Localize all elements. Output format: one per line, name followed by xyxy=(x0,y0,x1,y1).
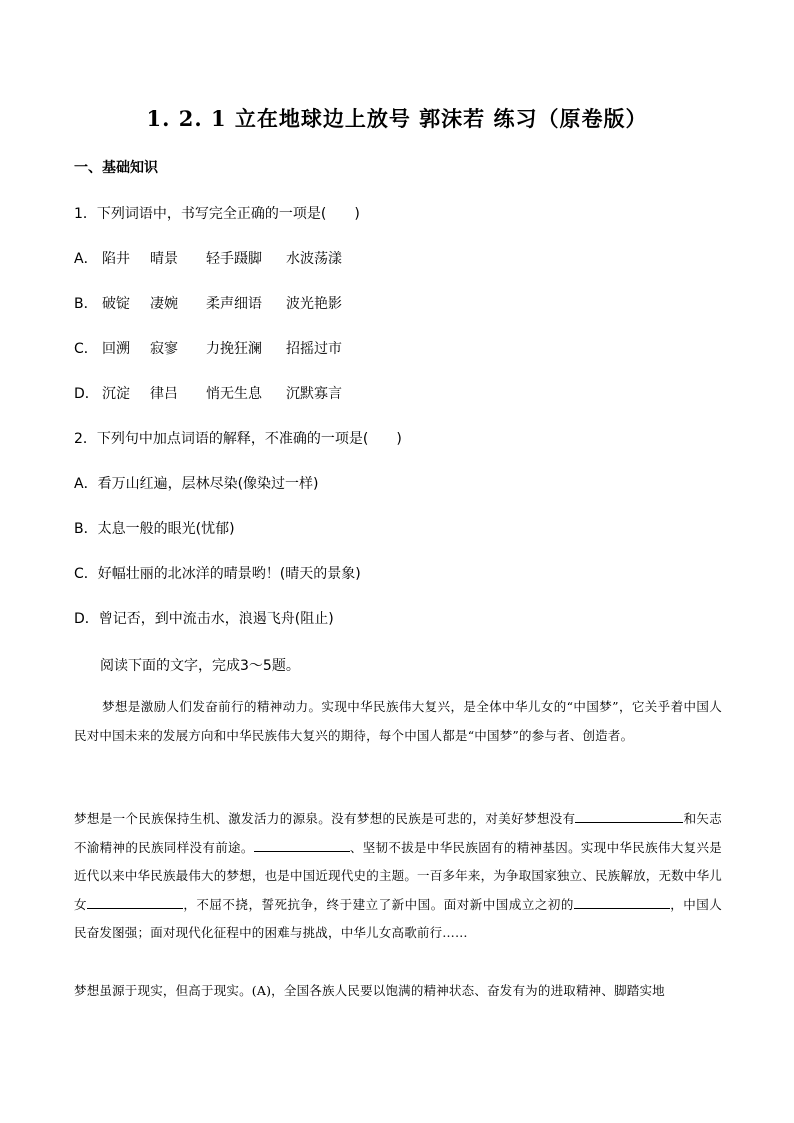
fill-blank xyxy=(87,894,183,909)
question-2-stem: 2．下列句中加点词语的解释，不准确的一项是( ) xyxy=(74,431,402,447)
option-word: 招摇过市 xyxy=(286,341,342,357)
option-word: 力挽狂澜 xyxy=(206,341,262,357)
fill-blank xyxy=(574,894,670,909)
option-word: 波光艳影 xyxy=(286,296,342,312)
passage-text: ，中国人民奋发图强；面对现代化征程中的困难与挑战，中华儿女高歌前行…… xyxy=(74,896,722,940)
passage-paragraph-3: 梦想虽源于现实，但高于现实。(A)，全国各族人民要以饱满的精神状态、奋发有为的进取精神、脚踏实地 xyxy=(74,983,665,998)
passage-text: 梦想是一个民族保持生机、激发活力的源泉。没有梦想的民族是可悲的，对美好梦想没有 xyxy=(74,811,576,826)
q2-option-a: A．看万山红遍，层林尽染(像染过一样) xyxy=(74,476,319,492)
option-word: 律吕 xyxy=(150,386,178,402)
option-label: C． xyxy=(74,341,98,357)
q2-option-c: C．好幅壮丽的北冰洋的晴景哟！(晴天的景象) xyxy=(74,566,361,582)
q1-option-b xyxy=(74,293,342,313)
option-word: 凄婉 xyxy=(150,296,178,312)
option-word: 寂寥 xyxy=(150,341,178,357)
fill-blank xyxy=(254,837,350,852)
reading-instruction: 阅读下面的文字，完成3～5题。 xyxy=(100,658,300,674)
option-word: 柔声细语 xyxy=(206,296,262,312)
option-word: 轻手蹑脚 xyxy=(206,251,262,267)
option-label: D． xyxy=(74,386,99,402)
option-word: 沉默寡言 xyxy=(286,386,342,402)
passage-paragraph-2 xyxy=(74,805,722,948)
option-word: 回溯 xyxy=(102,341,130,357)
option-label: B． xyxy=(74,296,98,312)
section-heading: 一、基础知识 xyxy=(74,160,158,176)
q1-option-a xyxy=(74,248,342,268)
option-word: 沉淀 xyxy=(102,386,130,402)
fill-blank xyxy=(575,808,683,823)
option-label: A． xyxy=(74,251,98,267)
q1-option-d xyxy=(74,383,342,403)
passage-paragraph-1: 梦想是激励人们发奋前行的精神动力。实现中华民族伟大复兴，是全体中华儿女的“中国梦”，它关乎着中国人民对中国未来的发展方向和中华民族伟大复兴的期待，每个中国人都是“中国梦”的参与者、创造者。 xyxy=(74,699,722,743)
option-word: 水波荡漾 xyxy=(286,251,342,267)
q2-option-d: D．曾记否，到中流击水，浪遏飞舟(阻止) xyxy=(74,611,334,627)
option-word: 破锭 xyxy=(102,296,130,312)
option-word: 晴景 xyxy=(150,251,178,267)
option-word: 悄无生息 xyxy=(206,386,262,402)
document-title: 1. 2. 1 立在地球边上放号 郭沫若 练习（原卷版） xyxy=(146,106,648,131)
option-word: 陷井 xyxy=(102,251,130,267)
passage-text: ，不屈不挠，誓死抗争，终于建立了新中国。面对新中国成立之初的 xyxy=(183,896,574,912)
q1-option-c xyxy=(74,338,342,358)
passage-text: 和矢志不渝精神的民族同样没有前途。 xyxy=(74,811,722,855)
q2-option-b: B．太息一般的眼光(忧郁) xyxy=(74,521,235,537)
passage-text: 、坚韧不拔是中华民族固有的精神基因。实现中华民族伟大复兴是近代以来中华民族最伟大的梦想，也是中国近现代史的主题。一百多年来，为争取国家独立、民族解放，无数中华儿女 xyxy=(74,839,722,912)
question-1-stem: 1．下列词语中，书写完全正确的一项是( ) xyxy=(74,206,360,222)
